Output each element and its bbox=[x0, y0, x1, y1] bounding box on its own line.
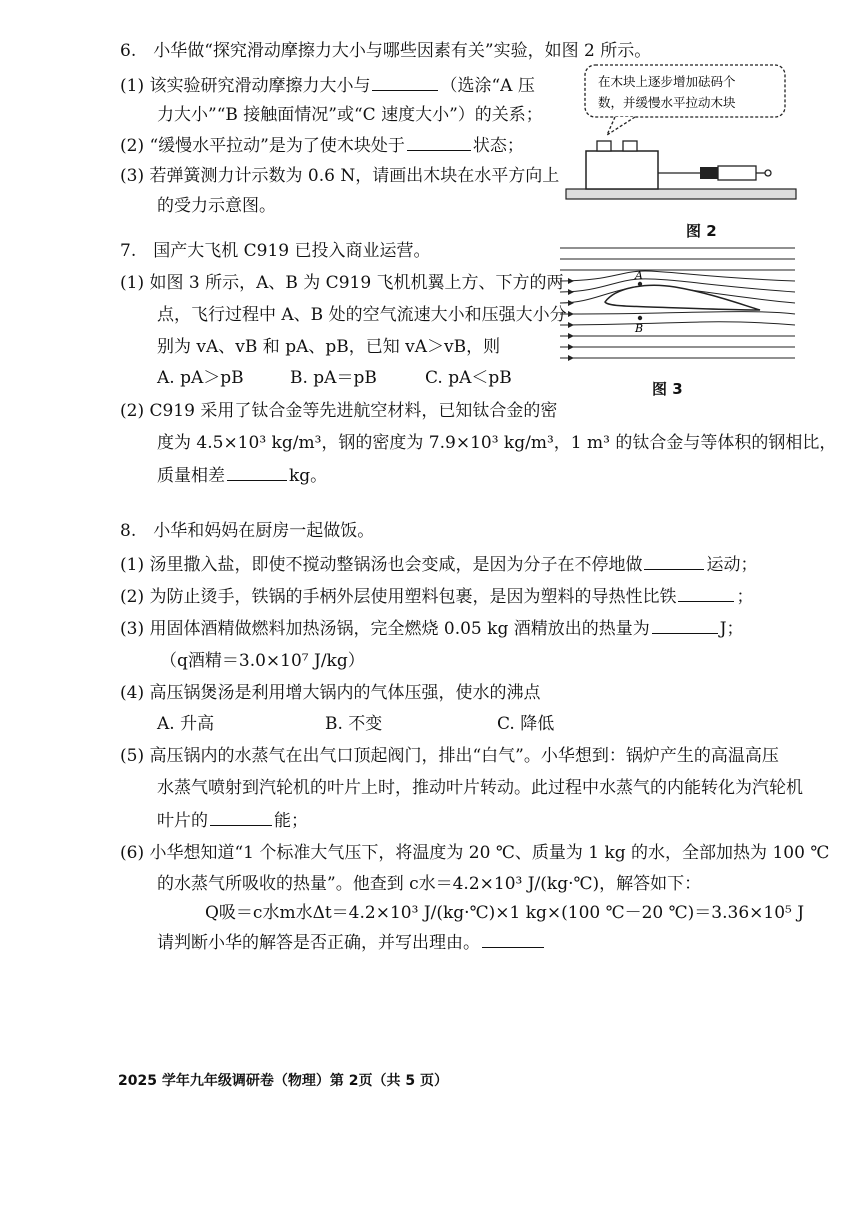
q6-part1-text-a: (1) 该实验研究滑动摩擦力大小与 bbox=[120, 76, 371, 96]
q8-part4: (4) 高压锅煲汤是利用增大锅内的气体压强，使水的沸点 bbox=[120, 683, 541, 703]
q7-part1-line3: 别为 vA、vB 和 pA、pB，已知 vA＞vB，则 bbox=[157, 337, 501, 357]
q8-part6-line2: 的水蒸气所吸收的热量”。他查到 c水＝4.2×10³ J/(kg·℃)，解答如下： bbox=[157, 874, 702, 894]
spring-scale-ring bbox=[765, 170, 771, 176]
figure-3-airflow-wing bbox=[560, 240, 800, 372]
q8-part4-option-b: B. 不变 bbox=[325, 714, 383, 734]
q7-part2-line1: (2) C919 采用了钛合金等先进航空材料，已知钛合金的密 bbox=[120, 401, 558, 421]
q8-part2-text-b: ； bbox=[736, 587, 754, 607]
spring-scale-hook-end bbox=[700, 167, 718, 179]
q7-stem: 7. 国产大飞机 C919 已投入商业运营。 bbox=[120, 241, 431, 261]
q8-part5-line3 bbox=[157, 809, 308, 832]
q8-part5-line2: 水蒸气喷射到汽轮机的叶片上时，推动叶片转动。此过程中水蒸气的内能转化为汽轮机 bbox=[157, 778, 803, 798]
q8-part2-text-a: (2) 为防止烫手，铁锅的手柄外层使用塑料包裹，是因为塑料的导热性比铁 bbox=[120, 587, 677, 607]
figure-2-caption: 图 2 bbox=[686, 222, 717, 240]
q7-part2-text-b: kg。 bbox=[289, 466, 328, 486]
q6-part3-line1: (3) 若弹簧测力计示数为 0.6 N，请画出木块在水平方向上 bbox=[120, 166, 560, 186]
wing-airfoil bbox=[605, 285, 760, 310]
answer-blank[interactable] bbox=[678, 585, 734, 602]
answer-blank[interactable] bbox=[210, 809, 272, 826]
weight-2 bbox=[623, 141, 637, 151]
spring-scale-body bbox=[718, 166, 756, 180]
answer-blank[interactable] bbox=[652, 617, 718, 634]
streamline-arrows bbox=[568, 278, 574, 361]
q6-part1-line2: 力大小”“B 接触面情况”或“C 速度大小”）的关系； bbox=[157, 105, 543, 125]
q8-part2 bbox=[120, 585, 753, 608]
point-a-label: A bbox=[635, 269, 643, 282]
page-footer: 2025 学年九年级调研卷（物理）第 2页（共 5 页） bbox=[118, 1073, 448, 1089]
callout-text-line2: 数，并缓慢水平拉动木块 bbox=[598, 95, 736, 110]
q8-part6-line4 bbox=[157, 931, 546, 954]
q8-part6-text: 请判断小华的解答是否正确，并写出理由。 bbox=[157, 933, 480, 953]
q8-part1-text-b: 运动； bbox=[706, 555, 758, 575]
point-a bbox=[638, 282, 642, 286]
q8-part3-text-b: J； bbox=[719, 619, 744, 639]
point-b bbox=[638, 316, 642, 320]
q6-part2 bbox=[120, 134, 524, 157]
q8-part1-text-a: (1) 汤里撒入盐，即使不搅动整锅汤也会变咸，是因为分子在不停地做 bbox=[120, 555, 643, 575]
answer-blank[interactable] bbox=[482, 931, 544, 948]
callout-text-line1: 在木块上逐步增加砝码个 bbox=[598, 74, 736, 89]
q8-part6-formula: Q吸＝c水m水Δt＝4.2×10³ J/(kg·℃)×1 kg×(100 ℃－20 ℃)＝3.36×10⁵ J bbox=[205, 903, 805, 923]
q6-part3-line2: 的受力示意图。 bbox=[157, 196, 276, 216]
q7-part1-line2: 点，飞行过程中 A、B 处的空气流速大小和压强大小分 bbox=[157, 305, 567, 325]
q6-part2-text-a: (2) “缓慢水平拉动”是为了使木块处于 bbox=[120, 136, 405, 156]
q8-part3-text-a: (3) 用固体酒精做燃料加热汤锅，完全燃烧 0.05 kg 酒精放出的热量为 bbox=[120, 619, 650, 639]
q6-part1-text-b: （选涂“A 压 bbox=[440, 76, 535, 96]
answer-blank[interactable] bbox=[644, 553, 704, 570]
q8-part5-text-a: 叶片的 bbox=[157, 811, 208, 831]
figure-3-caption: 图 3 bbox=[652, 380, 683, 398]
wooden-block bbox=[586, 151, 658, 189]
q7-part2-line3 bbox=[157, 464, 327, 487]
q8-part4-option-a: A. 升高 bbox=[157, 714, 215, 734]
q7-part2-line2: 度为 4.5×10³ kg/m³，钢的密度为 7.9×10³ kg/m³，1 m³ 的钛合金与等体积的钢相比， bbox=[157, 433, 837, 453]
callout-tail bbox=[607, 117, 635, 135]
q8-part5-text-b: 能； bbox=[274, 811, 308, 831]
answer-blank[interactable] bbox=[407, 134, 471, 151]
q6-part2-text-b: 状态； bbox=[472, 136, 524, 156]
q8-part5-line1: (5) 高压锅内的水蒸气在出气口顶起阀门，排出“白气”。小华想到：锅炉产生的高温高压 bbox=[120, 746, 779, 766]
figure-2-friction-setup bbox=[560, 55, 800, 210]
q7-option-b: B. pA＝pB bbox=[290, 368, 377, 388]
q6-stem: 6. 小华做“探究滑动摩擦力大小与哪些因素有关”实验，如图 2 所示。 bbox=[120, 41, 652, 61]
q8-part3 bbox=[120, 617, 744, 640]
answer-blank[interactable] bbox=[372, 74, 438, 91]
q8-part3-note: （q酒精＝3.0×10⁷ J/kg） bbox=[160, 651, 365, 671]
q8-stem: 8. 小华和妈妈在厨房一起做饭。 bbox=[120, 521, 375, 541]
q7-part1-line1: (1) 如图 3 所示，A、B 为 C919 飞机机翼上方、下方的两 bbox=[120, 273, 564, 293]
q8-part6-line1: (6) 小华想知道“1 个标准大气压下，将温度为 20 ℃、质量为 1 kg 的水，全部加热为 100 ℃ bbox=[120, 843, 830, 863]
point-b-label: B bbox=[635, 322, 644, 335]
weight-1 bbox=[597, 141, 611, 151]
q7-part2-text-a: 质量相差 bbox=[157, 466, 225, 486]
answer-blank[interactable] bbox=[227, 464, 287, 481]
table-surface bbox=[566, 189, 796, 199]
q8-part4-option-c: C. 降低 bbox=[497, 714, 555, 734]
q7-option-a: A. pA＞pB bbox=[157, 368, 244, 388]
q7-option-c: C. pA＜pB bbox=[425, 368, 512, 388]
q8-part1 bbox=[120, 553, 757, 576]
q6-part1-line1 bbox=[120, 74, 535, 97]
